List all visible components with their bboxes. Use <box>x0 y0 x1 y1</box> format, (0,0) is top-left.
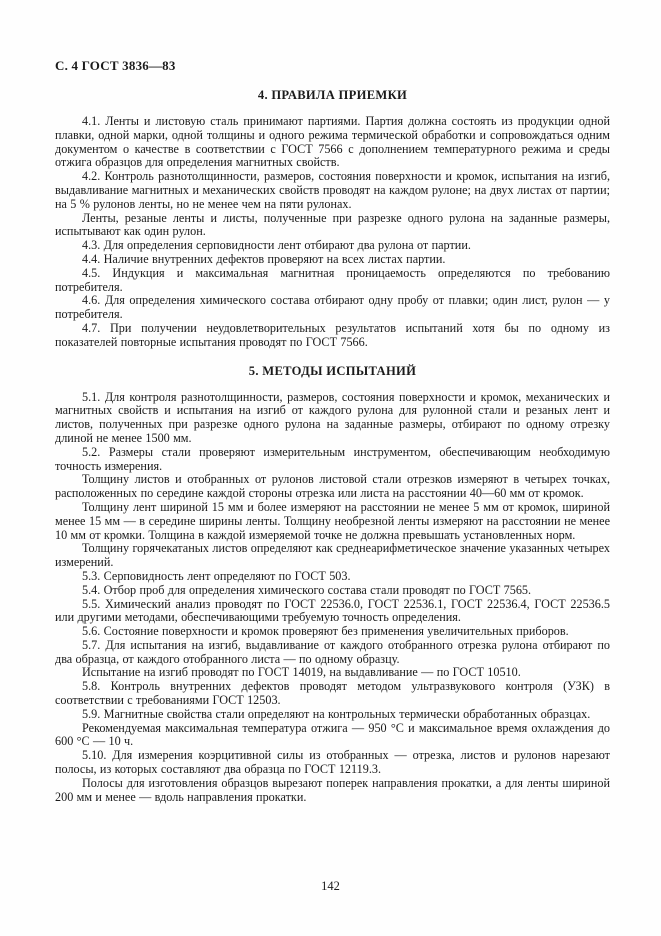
paragraph: 5.6. Состояние поверхности и кромок проверяют без применения увеличительных приборов. <box>82 624 569 639</box>
page-number: 142 <box>321 879 340 893</box>
section-test-methods <box>55 364 610 805</box>
document-header: С. 4 ГОСТ 3836—83 <box>55 58 176 73</box>
paragraph: 4.1. Ленты и листовую сталь принимают партиями. Партия должна состоять из продукции одной плавки, одной марки, одной толщины и одного режима термической обработки и сопровождаться одним документом о качестве в соответствии с ГОСТ 7566 с дополнением температурного режима и среды отжига образцов для определения магнитных свойств. <box>55 114 610 170</box>
paragraph: Рекомендуемая максимальная температура отжига — 950 °С и максимальное время охлаждения до 600 °С — 10 ч. <box>55 720 610 749</box>
section-heading: 5. МЕТОДЫ ИСПЫТАНИЙ <box>248 363 417 378</box>
paragraph: 4.6. Для определения химического состава отбирают одну пробу от плавки; один лист, рулон — у потребителя. <box>55 293 610 322</box>
paragraph: 4.7. При получении неудовлетворительных результатов испытаний хотя бы по одному из показателей повторные испытания проводят по ГОСТ 7566. <box>55 320 610 349</box>
paragraph: Толщину горячекатаных листов определяют как среднеарифметическое значение указанных четырех измерений. <box>55 541 610 570</box>
paragraph: 5.3. Серповидность лент определяют по ГОСТ 503. <box>82 568 351 583</box>
paragraph: 4.3. Для определения серповидности лент отбирают два рулона от партии. <box>82 238 471 253</box>
paragraph: 5.4. Отбор проб для определения химического состава стали проводят по ГОСТ 7565. <box>82 582 532 597</box>
paragraph: Толщину листов и отобранных от рулонов листовой стали отрезков измеряют в четырех точках, расположенных по середине каждой стороны отрезка или листа на расстоянии 40—60 мм от кромок. <box>55 472 610 501</box>
section-rules-of-acceptance <box>55 88 610 350</box>
paragraph: Толщину лент шириной 15 мм и более измеряют на расстоянии не менее 5 мм от кромок, шириной менее 15 мм — в середине ширины ленты. Толщину необрезной ленты измеряют на расстоянии не менее 10 мм от кромки. Толщина в каждой измеряемой точке не должна превышать установленных норм. <box>55 499 610 542</box>
paragraph: 5.8. Контроль внутренних дефектов проводят методом ультразвукового контроля (УЗК) в соответствии с требованиями ГОСТ 12503. <box>55 679 610 708</box>
paragraph: 5.1. Для контроля разнотолщинности, размеров, состояния поверхности и кромок, механических и магнитных свойств и испытания на изгиб от каждого рулона для рулонной стали и резаных лент и листов, полученных при разрезке одного рулона на заданные размеры, отбирают по одному отрезку длиной не менее 1500 мм. <box>55 389 610 445</box>
paragraph: 5.10. Для измерения коэрцитивной силы из отобранных — отрезка, листов и рулонов нарезают полосы, из которых составляют два образца по ГОСТ 12119.3. <box>55 748 610 777</box>
paragraph: Полосы для изготовления образцов вырезают поперек направления прокатки, а для ленты шириной 200 мм и менее — вдоль направления прокатки. <box>55 775 610 804</box>
paragraph: 5.5. Химический анализ проводят по ГОСТ 22536.0, ГОСТ 22536.1, ГОСТ 22536.4, ГОСТ 22536.5 или другими методами, обеспечивающими требуемую точность определения. <box>55 596 610 625</box>
paragraph: 5.9. Магнитные свойства стали определяют на контрольных термически обработанных образцах. <box>82 706 591 721</box>
paragraph: 4.4. Наличие внутренних дефектов проверяют на всех листах партии. <box>82 251 446 266</box>
paragraph: Испытание на изгиб проводят по ГОСТ 14019, на выдавливание — по ГОСТ 10510. <box>82 665 521 680</box>
paragraph: 4.5. Индукция и максимальная магнитная проницаемость определяются по требованию потребителя. <box>55 265 610 294</box>
section-heading: 4. ПРАВИЛА ПРИЕМКИ <box>257 88 408 102</box>
paragraph: 5.2. Размеры стали проверяют измерительным инструментом, обеспечивающим необходимую точность измерения. <box>55 444 610 473</box>
paragraph: 5.7. Для испытания на изгиб, выдавливание от каждого отобранного отрезка рулона отбирают по два образца, от каждого отобранного листа — по одному образцу. <box>55 637 610 666</box>
paragraph: 4.2. Контроль разнотолщинности, размеров, состояния поверхности и кромок, испытания на изгиб, выдавливание магнитных и механических свойств проводят на каждом рулоне; на двух листах от партии; на 5 % рулонов ленты, но не менее чем на пяти рулонах. <box>55 169 610 211</box>
paragraph: Ленты, резаные ленты и листы, полученные при разрезке одного рулона на заданные размеры, испытывают как один рулон. <box>55 210 610 239</box>
